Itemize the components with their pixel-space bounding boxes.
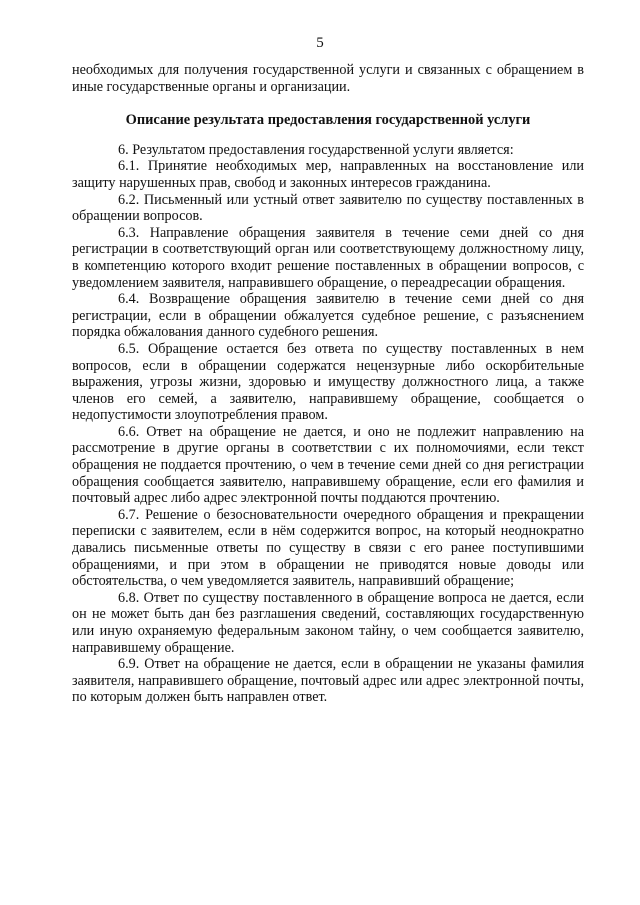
paragraph-6-2: 6.2. Письменный или устный ответ заявителю по существу поставленных в обращении вопросов.	[72, 191, 584, 225]
paragraph-6-1: 6.1. Принятие необходимых мер, направленных на восстановление или защиту нарушенных прав, свобод и законных интересов гражданина.	[72, 158, 584, 191]
paragraph-6-4: 6.4. Возвращение обращения заявителю в течение семи дней со дня регистрации, если в обращении обжалуется судебное решение, с разъяснением порядка обжалования данного судебного решения.	[72, 291, 584, 341]
paragraph-6: 6. Результатом предоставления государственной услуги является:	[118, 141, 514, 158]
section-heading: Описание результата предоставления государственной услуги	[125, 112, 531, 129]
page-number: 5	[316, 35, 324, 51]
paragraph-6-6: 6.6. Ответ на обращение не дается, и оно не подлежит направлению на рассмотрение в другие органы в соответствии с их полномочиями, если текст обращения не поддается прочтению, о чем в течение семи дней со дня регистрации обращения сообщается заявителю, направившему обращение, если его фамилия и почтовый адрес либо адрес электронной почты поддаются прочтению.	[72, 423, 584, 507]
intro-paragraph: необходимых для получения государственной услуги и связанных с обращением в иные государственные органы и организации.	[72, 62, 584, 95]
paragraph-6-5: 6.5. Обращение остается без ответа по существу поставленных в нем вопросов, если в обращении содержатся нецензурные либо оскорбительные выражения, угрозы жизни, здоровью и имуществу должностного лица, а также членов его семей, а заявителю, направившему обращение, сообщается о недопустимости злоупотребления правом.	[72, 340, 584, 424]
document-body	[72, 62, 584, 706]
paragraph-6-8: 6.8. Ответ по существу поставленного в обращение вопроса не дается, если он не может быть дан без разглашения сведений, составляющих государственную или иную охраняемую федеральным законом тайну, о чем сообщается заявителю, направившему обращение.	[72, 589, 584, 656]
paragraph-6-3: 6.3. Направление обращения заявителя в течение семи дней со дня регистрации в соответствующий орган или соответствующему должностному лицу, в компетенцию которого входит решение поставленных в обращении вопросов, с уведомлением заявителя, направившего обращение, о переадресации обращения.	[72, 224, 584, 291]
paragraph-6-9: 6.9. Ответ на обращение не дается, если в обращении не указаны фамилия заявителя, направившего обращение, почтовый адрес или адрес электронной почты, по которым должен быть направлен ответ.	[72, 656, 584, 706]
paragraph-6-7: 6.7. Решение о безосновательности очередного обращения и прекращении переписки с заявителем, если в нём содержится вопрос, на который неоднократно давались письменные ответы по существу в связи с его ранее поступившими обращениями, и при этом в обращении не приводятся новые доводы или обстоятельства, о чем уведомляется заявитель, направивший обращение;	[72, 506, 584, 590]
